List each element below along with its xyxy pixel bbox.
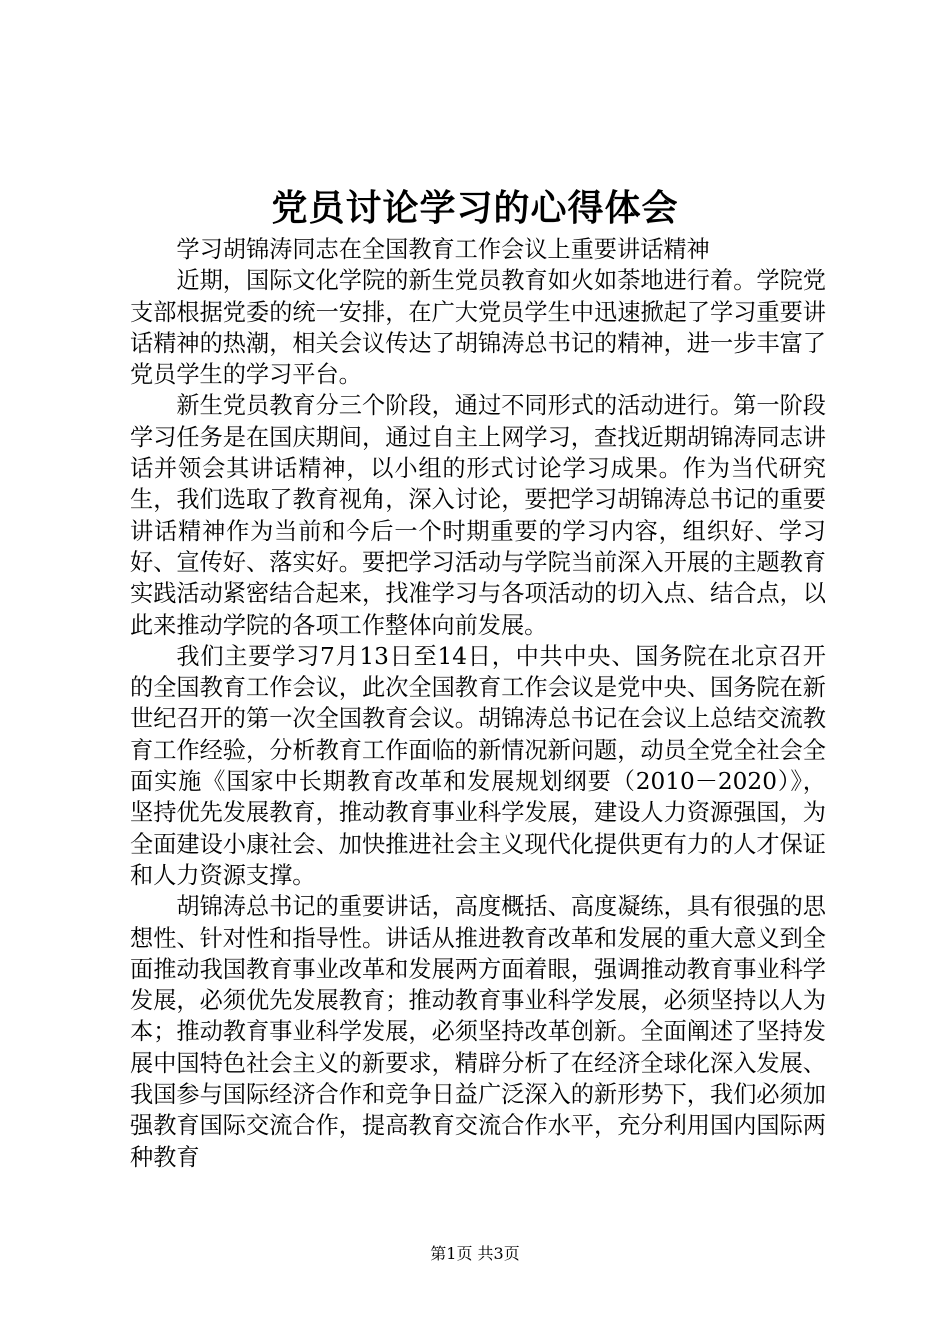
body-paragraph-4: 胡锦涛总书记的重要讲话，高度概括、高度凝练，具有很强的思想性、针对性和指导性。讲话从推进教育改革和发展的重大意义到全面推动我国教育事业改革和发展两方面着眼，强调推动教育事业科学发展，必须优先发展教育；推动教育事业科学发展，必须坚持以人为本；推动教育事业科学发展，必须坚持改革创新。全面阐述了坚持发展中国特色社会主义的新要求，精辟分析了在经济全球化深入发展、我国参与国际经济合作和竞争日益广泛深入的新形势下，我们必须加强教育国际交流合作，提高教育交流合作水平，充分利用国内国际两种教育 <box>130 893 826 1171</box>
subtitle-paragraph: 学习胡锦涛同志在全国教育工作会议上重要讲话精神 <box>176 236 710 263</box>
body-paragraph-3: 我们主要学习7月13日至14日，中共中央、国务院在北京召开的全国教育工作会议，此次全国教育工作会议是党中央、国务院在新世纪召开的第一次全国教育会议。胡锦涛总书记在会议上总结交流教育工作经验，分析教育工作面临的新情况新问题，动员全党全社会全面实施《国家中长期教育改革和发展规划纲要（2010－2020）》，坚持优先发展教育，推动教育事业科学发展，建设人力资源强国，为全面建设小康社会、加快推进社会主义现代化提供更有力的人才保证和人力资源支撑。 <box>130 642 826 889</box>
body-paragraph-1: 近期，国际文化学院的新生党员教育如火如荼地进行着。学院党支部根据党委的统一安排，在广大党员学生中迅速掀起了学习重要讲话精神的热潮，相关会议传达了胡锦涛总书记的精神，进一步丰富了党员学生的学习平台。 <box>130 267 826 389</box>
body-paragraph-2: 新生党员教育分三个阶段，通过不同形式的活动进行。第一阶段学习任务是在国庆期间，通过自主上网学习，查找近期胡锦涛同志讲话并领会其讲话精神，以小组的形式讨论学习成果。作为当代研究生，我们选取了教育视角，深入讨论，要把学习胡锦涛总书记的重要讲话精神作为当前和今后一个时期重要的学习内容，组织好、学习好、宣传好、落实好。要把学习活动与学院当前深入开展的主题教育实践活动紧密结合起来，找准学习与各项活动的切入点、结合点，以此来推动学院的各项工作整体向前发展。 <box>130 392 826 639</box>
page-footer: 第1页 共3页 <box>430 1244 520 1263</box>
document-body <box>130 234 826 1173</box>
document-title: 党员讨论学习的心得体会 <box>271 187 679 229</box>
